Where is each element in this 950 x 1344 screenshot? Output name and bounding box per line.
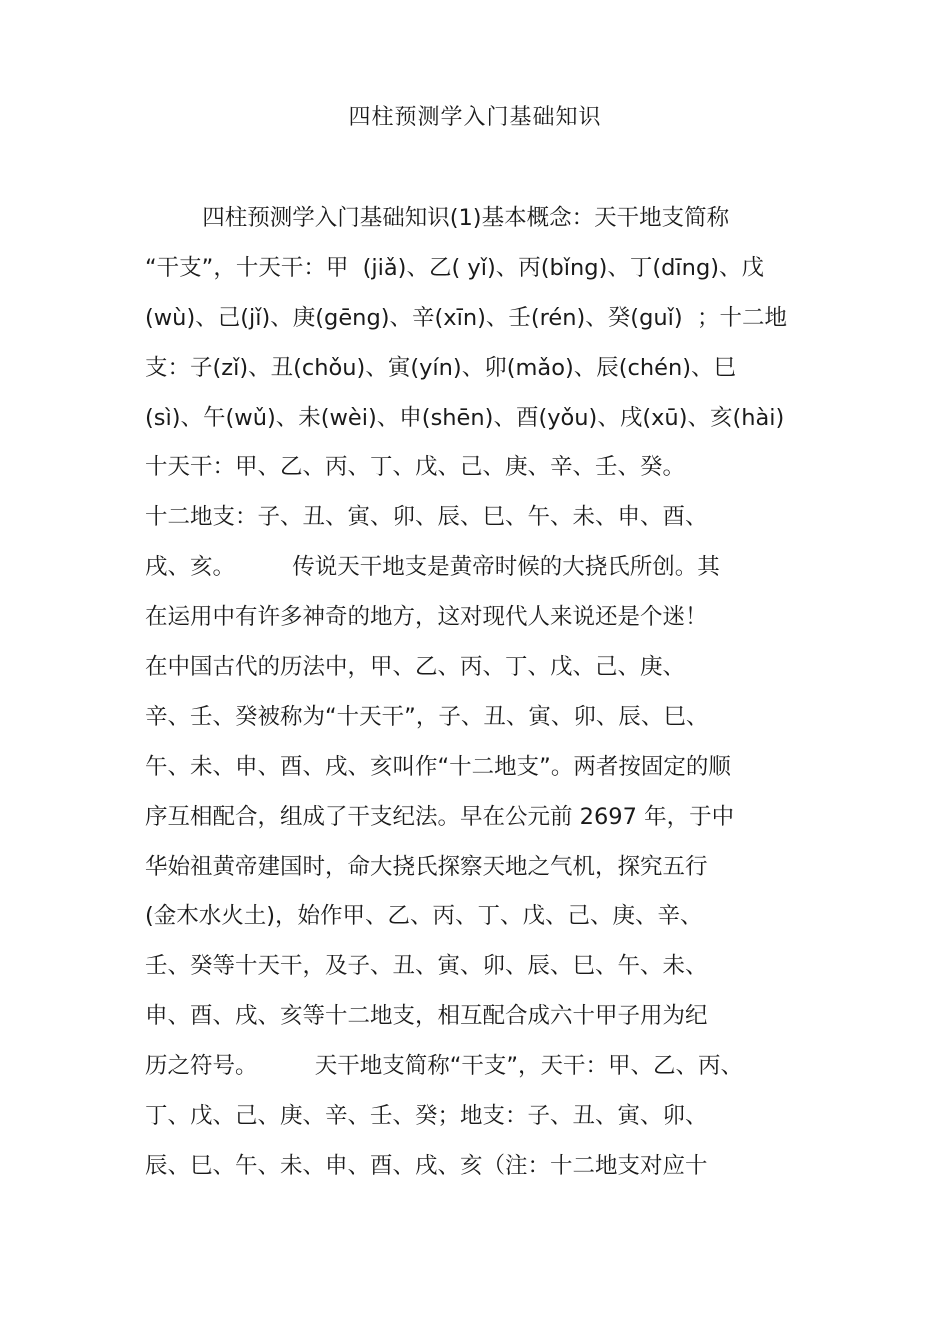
body-line: 四柱预测学入门基础知识(1)基本概念：天干地支简称 xyxy=(145,205,730,231)
document-title: 四柱预测学入门基础知识 xyxy=(348,105,602,130)
body-line: 壬、癸等十天干，及子、丑、寅、卯、辰、巳、午、未、 xyxy=(145,953,708,980)
body-line: (sì)、午(wǔ)、未(wèi)、申(shēn)、酉(yǒu)、戌(xū)、亥(hài) xyxy=(145,404,785,431)
body-line: (金木水火土)，始作甲、乙、丙、丁、戊、己、庚、辛、 xyxy=(145,903,703,930)
body-line: 在中国古代的历法中，甲、乙、丙、丁、戊、己、庚、 xyxy=(145,654,686,681)
body-line: 十天干：甲、乙、丙、丁、戊、己、庚、辛、壬、癸。 xyxy=(145,454,686,481)
body-line: 支：子(zǐ)、丑(chǒu)、寅(yín)、卯(mǎo)、辰(chén)、巳 xyxy=(145,354,737,381)
body-line: 历之符号。 天干地支简称“干支”，天干：甲、乙、丙、 xyxy=(145,1053,744,1080)
body-line: 十二地支：子、丑、寅、卯、辰、巳、午、未、申、酉、 xyxy=(145,504,708,531)
document-body xyxy=(145,194,825,1192)
body-line: 华始祖黄帝建国时，命大挠氏探察天地之气机，探究五行 xyxy=(145,853,708,880)
body-line: 申、酉、戌、亥等十二地支，相互配合成六十甲子用为纪 xyxy=(145,1003,708,1030)
body-line: 午、未、申、酉、戌、亥叫作“十二地支”。两者按固定的顺 xyxy=(145,753,731,780)
body-line: 辛、壬、癸被称为“十天干”，子、丑、寅、卯、辰、巳、 xyxy=(145,703,709,730)
body-line: 戌、亥。 传说天干地支是黄帝时候的大挠氏所创。其 xyxy=(145,554,720,581)
body-line: 辰、巳、午、未、申、酉、戌、亥（注：十二地支对应十 xyxy=(145,1152,708,1179)
body-line: “干支”，十天干：甲 (jiǎ)、乙( yǐ)、丙(bǐng)、丁(dīng)、戊 xyxy=(145,254,765,281)
body-line: (wù)、己(jǐ)、庚(gēng)、辛(xīn)、壬(rén)、癸(guǐ) ；十二地 xyxy=(145,304,787,331)
body-line: 序互相配合，组成了干支纪法。早在公元前 2697 年，于中 xyxy=(145,803,735,830)
body-line: 丁、戊、己、庚、辛、壬、癸；地支：子、丑、寅、卯、 xyxy=(145,1103,708,1130)
body-line: 在运用中有许多神奇的地方，这对现代人来说还是个迷！ xyxy=(145,604,708,631)
